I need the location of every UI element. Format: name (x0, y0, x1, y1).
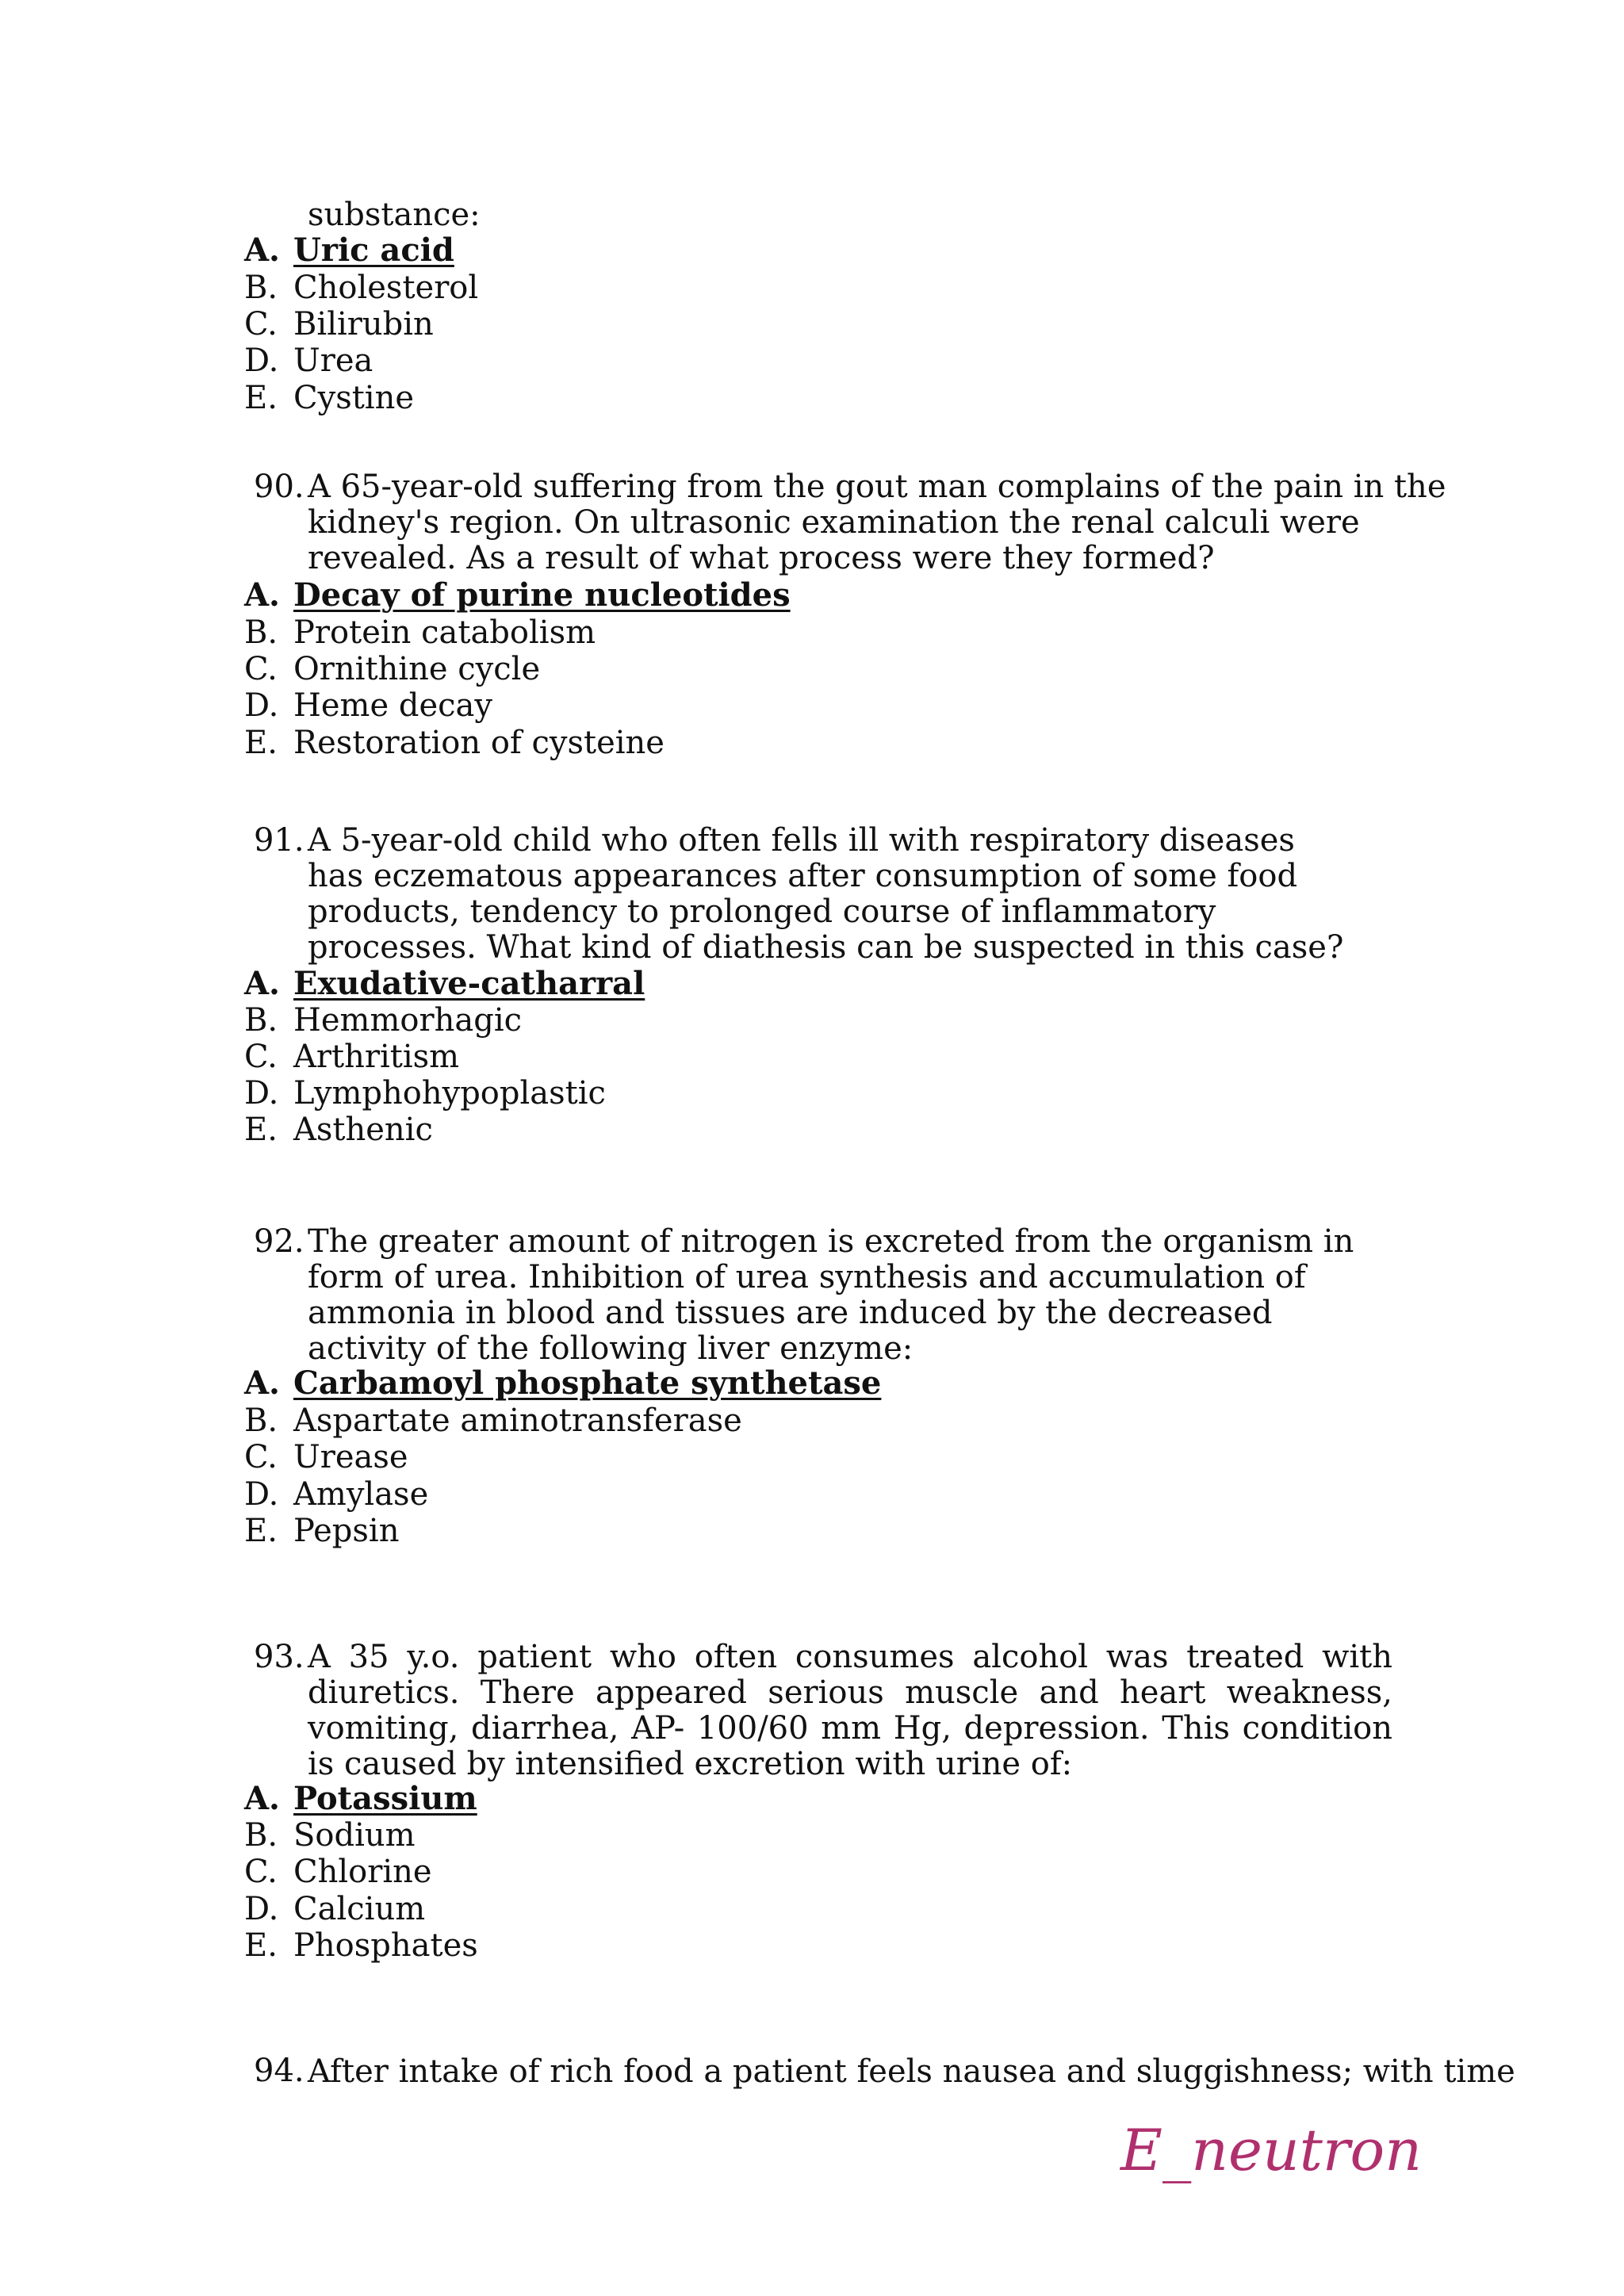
option-b: B. Protein catabolism (244, 614, 596, 651)
option-e: E. Pepsin (244, 1513, 400, 1549)
question-stem: A 35 y.o. patient who often consumes alcohol was treated with diuretics. There appeared serious muscle and heart weakness, vomiting, diarrhea, AP- 100/60 mm Hg, depression. This condition is caused by intensified excretion with urine of: (308, 1639, 1392, 1782)
option-a-correct: A. Potassium (244, 1780, 477, 1817)
option-c: C. Chlorine (244, 1854, 432, 1890)
option-a-correct: A. Exudative-catharral (244, 965, 645, 1002)
question-stem: A 5-year-old child who often fells ill with respiratory diseases has eczematous appearances after consumption of some food products, tendency to prolonged course of inflammatory processes. What kind of diathesis can be suspected in this case? (308, 822, 1344, 966)
question-number: 94. (254, 2053, 304, 2089)
question-stem: After intake of rich food a patient feels nausea and sluggishness; with time (308, 2053, 1515, 2090)
option-c: C. Urease (244, 1439, 408, 1475)
option-a-correct: A. Carbamoyl phosphate synthetase (244, 1364, 882, 1402)
question-number: 91. (254, 822, 304, 859)
option-a-correct: A. Uric acid (244, 232, 454, 269)
option-d: D. Amylase (244, 1476, 429, 1513)
option-b: B. Hemmorhagic (244, 1002, 523, 1039)
option-e: E. Restoration of cysteine (244, 725, 665, 761)
question-stem-fragment: substance: (308, 197, 481, 233)
question-number: 93. (254, 1639, 304, 1675)
option-e: E. Asthenic (244, 1112, 433, 1148)
option-d: D. Urea (244, 342, 373, 379)
option-c: C. Bilirubin (244, 306, 434, 342)
question-number: 90. (254, 469, 304, 505)
option-e: E. Phosphates (244, 1927, 478, 1964)
option-d: D. Heme decay (244, 687, 492, 724)
option-b: B. Aspartate aminotransferase (244, 1402, 742, 1439)
option-e: E. Cystine (244, 380, 415, 416)
option-d: D. Lymphohypoplastic (244, 1075, 606, 1112)
option-c: C. Ornithine cycle (244, 651, 541, 687)
watermark-text: E_neutron (1118, 2117, 1422, 2183)
option-a-correct: A. Decay of purine nucleotides (244, 576, 791, 614)
option-c: C. Arthritism (244, 1039, 460, 1075)
question-stem: The greater amount of nitrogen is excreted from the organism in form of urea. Inhibition of urea synthesis and accumulation of ammonia in blood and tissues are induced by the decreased activity of the following liver enzyme: (308, 1223, 1354, 1367)
option-b: B. Sodium (244, 1817, 416, 1854)
option-b: B. Cholesterol (244, 270, 479, 306)
watermark-logo (1114, 2105, 1431, 2192)
question-number: 92. (254, 1223, 304, 1260)
option-d: D. Calcium (244, 1891, 426, 1927)
question-stem: A 65-year-old suffering from the gout man complains of the pain in the kidney's region. On ultrasonic examination the renal calculi were revealed. As a result of what process were they formed? (308, 469, 1446, 576)
